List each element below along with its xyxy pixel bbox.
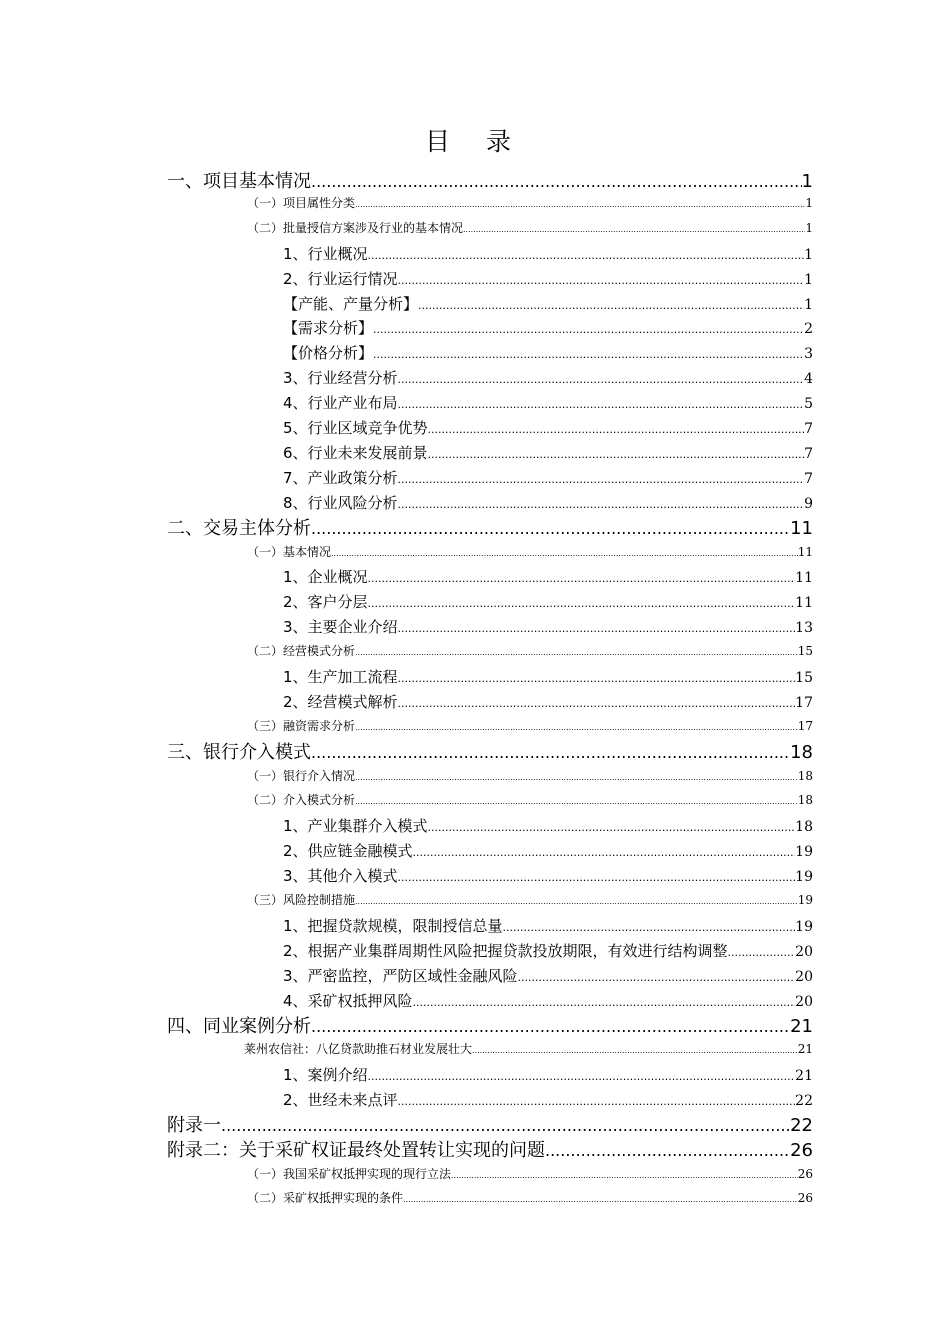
- leader-dots: [355, 723, 798, 732]
- toc-page-number: 17: [797, 719, 813, 733]
- toc-entry-text: 附录一: [167, 1115, 221, 1135]
- toc-page-number: 11: [795, 595, 813, 611]
- toc-entry-text: （三）融资需求分析: [247, 719, 356, 733]
- toc-entry[interactable]: [283, 1064, 813, 1084]
- leader-dots: [355, 648, 798, 657]
- toc-entry-text: 【价格分析】: [283, 344, 374, 362]
- toc-entry[interactable]: [167, 738, 813, 762]
- leader-dots: [413, 996, 796, 1009]
- toc-page-number: 26: [790, 1140, 813, 1160]
- toc-page-number: 1: [804, 272, 813, 288]
- toc-page-number: 19: [795, 869, 813, 885]
- toc-entry-text: 一、项目基本情况: [167, 171, 311, 191]
- toc-page-number: 20: [795, 969, 813, 985]
- page-title: 目 录: [425, 127, 525, 156]
- toc-entry[interactable]: [283, 566, 813, 586]
- toc-page-number: 19: [795, 919, 813, 935]
- leader-dots: [221, 1116, 790, 1135]
- leader-dots: [355, 200, 805, 209]
- toc-entry-text: 3、行业经营分析: [283, 369, 398, 387]
- leader-dots: [398, 697, 796, 710]
- toc-entry-text: （二）介入模式分析: [247, 793, 356, 807]
- toc-page-number: 2: [804, 321, 813, 337]
- leader-dots: [373, 348, 804, 361]
- toc-entry-text: 2、行业运行情况: [283, 270, 398, 288]
- toc-entry-text: （三）风险控制措施: [247, 893, 356, 907]
- leader-dots: [472, 1046, 798, 1055]
- toc-entry-text: 三、银行介入模式: [167, 742, 311, 762]
- toc-entry[interactable]: [283, 243, 813, 263]
- toc-page-number: 5: [804, 396, 813, 412]
- toc-entry[interactable]: [247, 642, 813, 660]
- leader-dots: [428, 821, 796, 834]
- toc-entry[interactable]: [283, 342, 813, 362]
- leader-dots: [518, 971, 796, 984]
- leader-dots: [451, 1171, 798, 1180]
- toc-page-number: 1: [801, 171, 813, 191]
- toc-page-number: 26: [797, 1191, 813, 1205]
- toc-entry[interactable]: [244, 1040, 813, 1058]
- toc-entry[interactable]: [247, 219, 813, 237]
- toc-entry[interactable]: [247, 1189, 813, 1207]
- toc-page-number: 7: [804, 446, 813, 462]
- toc-entry[interactable]: [247, 194, 813, 212]
- toc-page-number: 1: [805, 196, 813, 210]
- leader-dots: [368, 597, 796, 610]
- toc-entry[interactable]: [283, 865, 813, 885]
- leader-dots: [368, 249, 805, 262]
- leader-dots: [368, 572, 796, 585]
- toc-entry[interactable]: [283, 293, 813, 313]
- toc-page-number: 15: [797, 644, 813, 658]
- toc-entry[interactable]: [167, 1012, 813, 1036]
- leader-dots: [413, 846, 796, 859]
- leader-dots: [418, 299, 804, 312]
- toc-entry-text: 4、行业产业布局: [283, 394, 398, 412]
- leader-dots: [373, 323, 804, 336]
- toc-page-number: 1: [805, 221, 813, 235]
- toc-page-number: 20: [795, 994, 813, 1010]
- leader-dots: [463, 225, 805, 234]
- toc-entry-text: （二）采矿权抵押实现的条件: [247, 1191, 404, 1205]
- leader-dots: [398, 672, 796, 685]
- toc-entry[interactable]: [167, 1111, 813, 1135]
- leader-dots: [403, 1195, 798, 1204]
- toc-entry-text: 1、生产加工流程: [283, 668, 398, 686]
- toc-entry-text: 【产能、产量分析】: [283, 295, 419, 313]
- toc-entry-text: 8、行业风险分析: [283, 494, 398, 512]
- toc-entry[interactable]: [283, 840, 813, 860]
- toc-entry-text: 1、产业集群介入模式: [283, 817, 428, 835]
- toc-page-number: 17: [795, 695, 813, 711]
- leader-dots: [398, 274, 805, 287]
- toc-entry[interactable]: [283, 392, 813, 412]
- toc-entry-text: 1、企业概况: [283, 568, 368, 586]
- toc-entry[interactable]: [283, 691, 813, 711]
- leader-dots: [398, 1095, 796, 1108]
- toc-entry[interactable]: [283, 268, 813, 288]
- toc-page-number: 26: [797, 1167, 813, 1181]
- toc-entry-text: 1、行业概况: [283, 245, 368, 263]
- toc-entry[interactable]: [283, 965, 813, 985]
- toc-entry-text: 2、根据产业集群周期性风险把握贷款投放期限，有效进行结构调整: [283, 942, 728, 960]
- toc-page-number: 21: [797, 1042, 813, 1056]
- toc-entry[interactable]: [247, 791, 813, 809]
- toc-page-number: 15: [795, 670, 813, 686]
- toc-entry-text: （一）我国采矿权抵押实现的现行立法: [247, 1167, 452, 1181]
- toc-entry[interactable]: [283, 317, 813, 337]
- toc-entry-text: 2、供应链金融模式: [283, 842, 413, 860]
- toc-entry[interactable]: [283, 591, 813, 611]
- toc-entry[interactable]: [283, 815, 813, 835]
- toc-page-number: 22: [790, 1115, 813, 1135]
- toc-entry-text: （一）项目属性分类: [247, 196, 356, 210]
- toc-page-number: 11: [790, 518, 813, 538]
- toc-entry[interactable]: [247, 1165, 813, 1183]
- toc-entry-text: 7、产业政策分析: [283, 469, 398, 487]
- toc-entry[interactable]: [283, 467, 813, 487]
- toc-page-number: 22: [795, 1093, 813, 1109]
- toc-entry[interactable]: [283, 915, 813, 935]
- toc-entry-text: 二、交易主体分析: [167, 518, 311, 538]
- toc-page-number: 13: [795, 620, 813, 636]
- toc-entry-text: 2、经营模式解析: [283, 693, 398, 711]
- toc-page-number: 9: [804, 496, 813, 512]
- leader-dots: [355, 773, 798, 782]
- toc-entry[interactable]: [283, 666, 813, 686]
- leader-dots: [545, 1141, 790, 1160]
- leader-dots: [368, 1070, 796, 1083]
- leader-dots: [428, 423, 805, 436]
- toc-page-number: 19: [795, 844, 813, 860]
- leader-dots: [398, 398, 805, 411]
- toc-page-number: 21: [795, 1068, 813, 1084]
- toc-entry[interactable]: [283, 616, 813, 636]
- toc-entry-text: 1、案例介绍: [283, 1066, 368, 1084]
- toc-page-number: 21: [790, 1016, 813, 1036]
- toc-entry[interactable]: [167, 1136, 813, 1160]
- toc-entry-text: 3、严密监控，严防区域性金融风险: [283, 967, 518, 985]
- leader-dots: [355, 797, 798, 806]
- toc-entry[interactable]: [283, 990, 813, 1010]
- leader-dots: [398, 473, 805, 486]
- toc-entry-text: 1、把握贷款规模，限制授信总量: [283, 917, 503, 935]
- toc-entry[interactable]: [247, 767, 813, 785]
- toc-entry-text: （二）经营模式分析: [247, 644, 356, 658]
- toc-entry-text: 【需求分析】: [283, 319, 374, 337]
- toc-page-number: 7: [804, 421, 813, 437]
- toc-entry[interactable]: [167, 167, 813, 191]
- toc-entry[interactable]: [247, 717, 813, 735]
- leader-dots: [428, 448, 805, 461]
- leader-dots: [398, 622, 796, 635]
- toc-entry-text: 4、采矿权抵押风险: [283, 992, 413, 1010]
- leader-dots: [398, 373, 805, 386]
- toc-entry-text: 5、行业区域竞争优势: [283, 419, 428, 437]
- toc-entry-text: 四、同业案例分析: [167, 1016, 311, 1036]
- toc-entry[interactable]: [283, 1089, 813, 1109]
- toc-page-number: 11: [797, 545, 813, 559]
- toc-entry-text: 3、主要企业介绍: [283, 618, 398, 636]
- toc-entry-text: 附录二：关于采矿权证最终处置转让实现的问题: [167, 1140, 545, 1160]
- toc-entry[interactable]: [283, 940, 813, 960]
- toc-page-number: 18: [795, 819, 813, 835]
- leader-dots: [398, 871, 796, 884]
- leader-dots: [331, 549, 798, 558]
- leader-dots: [311, 519, 790, 538]
- toc-page-number: 18: [790, 742, 813, 762]
- toc-entry[interactable]: [283, 492, 813, 512]
- toc-entry-text: 2、客户分层: [283, 593, 368, 611]
- toc-entry[interactable]: [283, 417, 813, 437]
- leader-dots: [728, 946, 796, 959]
- toc-page-number: 19: [797, 893, 813, 907]
- toc-page-number: 18: [797, 769, 813, 783]
- leader-dots: [503, 921, 796, 934]
- toc-entry[interactable]: [247, 543, 813, 561]
- toc-entry-text: （一）基本情况: [247, 545, 332, 559]
- toc-entry[interactable]: [247, 891, 813, 909]
- toc-entry-text: （一）银行介入情况: [247, 769, 356, 783]
- toc-entry[interactable]: [283, 442, 813, 462]
- toc-page-number: 20: [795, 944, 813, 960]
- toc-page-number: 18: [797, 793, 813, 807]
- leader-dots: [311, 743, 790, 762]
- toc-page-number: 11: [795, 570, 813, 586]
- toc-entry-text: 2、世经未来点评: [283, 1091, 398, 1109]
- toc-page-number: 1: [804, 297, 813, 313]
- leader-dots: [398, 498, 805, 511]
- toc-entry-text: 莱州农信社：八亿贷款助推石材业发展壮大: [244, 1042, 473, 1056]
- leader-dots: [355, 897, 798, 906]
- toc-entry-text: 6、行业未来发展前景: [283, 444, 428, 462]
- toc-page-number: 1: [804, 247, 813, 263]
- toc-entry[interactable]: [167, 514, 813, 538]
- toc-page-number: 4: [804, 371, 813, 387]
- toc-entry[interactable]: [283, 367, 813, 387]
- toc-entry-text: 3、其他介入模式: [283, 867, 398, 885]
- toc-page-number: 7: [804, 471, 813, 487]
- leader-dots: [311, 1017, 790, 1036]
- toc-entry-text: （二）批量授信方案涉及行业的基本情况: [247, 221, 464, 235]
- leader-dots: [311, 172, 802, 191]
- toc-page-number: 3: [804, 346, 813, 362]
